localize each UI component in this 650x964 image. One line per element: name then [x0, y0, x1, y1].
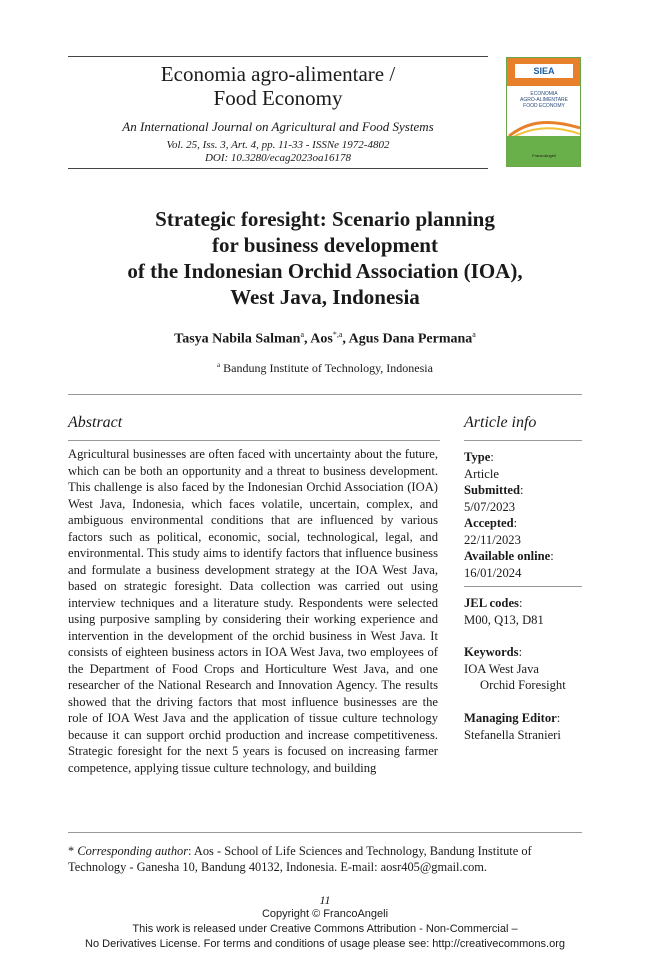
cover-publisher: FrancoAngeli: [532, 153, 556, 158]
author-affil-sup: *,a: [332, 330, 343, 339]
copyright-line: Copyright © FrancoAngeli: [261, 908, 389, 920]
affiliation: [60, 361, 590, 376]
keyword-item: Orchid Foresight: [480, 678, 566, 692]
author-name: Tasya Nabila Salman: [174, 331, 301, 347]
footnote-marker: *: [68, 844, 75, 858]
journal-name-line2: Food Economy: [213, 86, 343, 110]
article-info-heading-rule: [464, 440, 582, 441]
article-info-jel: JEL codes: M00, Q13, D81: [464, 595, 584, 628]
affiliation-text: Bandung Institute of Technology, Indonesia: [223, 361, 433, 375]
article-info-heading: Article info: [464, 414, 537, 431]
copyright-footer: [0, 907, 650, 952]
affiliation-sup: a: [217, 361, 221, 369]
license-line: No Derivatives License. For terms and conditions of usage please see: http://creativecommons.org: [85, 938, 565, 950]
cover-title: [511, 91, 577, 109]
cover-title-line: AGRO-ALIMENTARE: [520, 97, 568, 103]
page-number: 11: [319, 893, 331, 907]
author-affil-sup: a: [472, 330, 476, 339]
editor-value: Stefanella Stranieri: [464, 727, 561, 742]
cover-logo: SIEA: [515, 64, 573, 78]
submitted-label: Submitted: [464, 483, 520, 497]
type-value: Article: [464, 466, 499, 481]
online-value: 16/01/2024: [464, 565, 522, 580]
article-info-keywords: Keywords: IOA West Java Orchid Foresight: [464, 644, 584, 694]
journal-doi: DOI: 10.3280/ecag2023oa16178: [204, 152, 352, 164]
abstract-heading: Abstract: [68, 414, 123, 431]
type-label: Type: [464, 450, 491, 464]
abstract-heading-rule: [68, 440, 440, 441]
footnote-label: Corresponding author: [77, 844, 189, 858]
accepted-value: 22/11/2023: [464, 532, 521, 547]
jel-label: JEL codes: [464, 596, 519, 610]
license-line: This work is released under Creative Commons Attribution - Non-Commercial –: [132, 923, 518, 935]
article-title-line: for business development: [212, 233, 438, 257]
article-title-line: Strategic foresight: Scenario planning: [155, 207, 495, 231]
header-top-rule: [68, 56, 488, 57]
article-title-line: of the Indonesian Orchid Association (IOA),: [127, 259, 523, 283]
article-title: [60, 206, 590, 310]
journal-name-line1: Economia agro-alimentare /: [160, 62, 396, 86]
footnote-text: : Aos - School of Life Sciences and Technology, Bandung Institute of Technology - Ganesha 10, Bandung 40132, Indonesia. E-mail: aosr405@gmail.com.: [68, 844, 532, 874]
author-affil-sup: a: [300, 330, 305, 339]
article-info-dates: Type: Article Submitted: 5/07/2023 Accepted: 22/11/2023 Available online: 16/01/2024: [464, 449, 584, 581]
info-divider: [464, 586, 582, 587]
cover-title-line: FOOD ECONOMY: [523, 103, 565, 109]
journal-cover-image: [506, 57, 581, 167]
keywords-label: Keywords: [464, 645, 519, 659]
journal-name: [68, 62, 488, 110]
jel-value: M00, Q13, D81: [464, 612, 544, 627]
accepted-label: Accepted: [464, 516, 514, 530]
journal-subtitle: An International Journal on Agricultural and Food Systems: [122, 119, 434, 134]
cover-bottom-band: [507, 136, 580, 166]
author-list: Tasya Nabila Salman$^a$, Aos$^{*,a}$, Agus Dana Permana$^a$: [174, 330, 476, 347]
journal-volume: Vol. 25, Iss. 3, Art. 4, pp. 11-33 - ISSNe 1972-4802: [166, 139, 390, 151]
article-info-editor: Managing Editor: Stefanella Stranieri: [464, 710, 584, 743]
abstract-text: Agricultural businesses are often faced with uncertainty about the future, which can be both an opportunity and a threat to business development. This challenge is also faced by the Indonesian Orchid Association (IOA) West Java, Indonesia, which faces volatile, uncertain, complex, and ambiguous environmental conditions that are influenced by various factors such as political, economic, social, technological, legal, and environmental. This study aims to identify factors that influence business and formulate a business development strategy at the IOA West Java, based on strategic foresight. Data collection was carried out using interview techniques and a literature study. Respondents were selected using purposive sampling by considering their working experience and intervention in the development of the orchid business in West Java. It consists of eighteen business actors in IOA West Java, two employees of the Department of Food Crops and Horticulture West Java, and one researcher of the National Research and Innovation Agency. The results showed that the driving factors that most influence businesses are the role of IOA West Java and the application of tissue culture technology because it can support orchid production and increase competitiveness. Strategic foresight for the next 5 years is focused on increasing farmer competence, applying tissue culture technology, and building: [68, 447, 438, 775]
keyword-item: IOA West Java: [464, 661, 540, 676]
footnote-divider: [68, 832, 582, 833]
article-title-line: West Java, Indonesia: [230, 285, 420, 309]
editor-label: Managing Editor: [464, 711, 557, 725]
corresponding-author-footnote: [68, 843, 582, 875]
author-name: Agus Dana Permana: [348, 331, 473, 347]
submitted-value: 5/07/2023: [464, 499, 516, 514]
cover-title-line: ECONOMIA: [530, 91, 558, 97]
header-bottom-rule: [68, 168, 488, 169]
section-divider: [68, 394, 582, 395]
online-label: Available online: [464, 549, 551, 563]
journal-meta: [68, 139, 488, 165]
author-name: Aos: [310, 331, 333, 347]
